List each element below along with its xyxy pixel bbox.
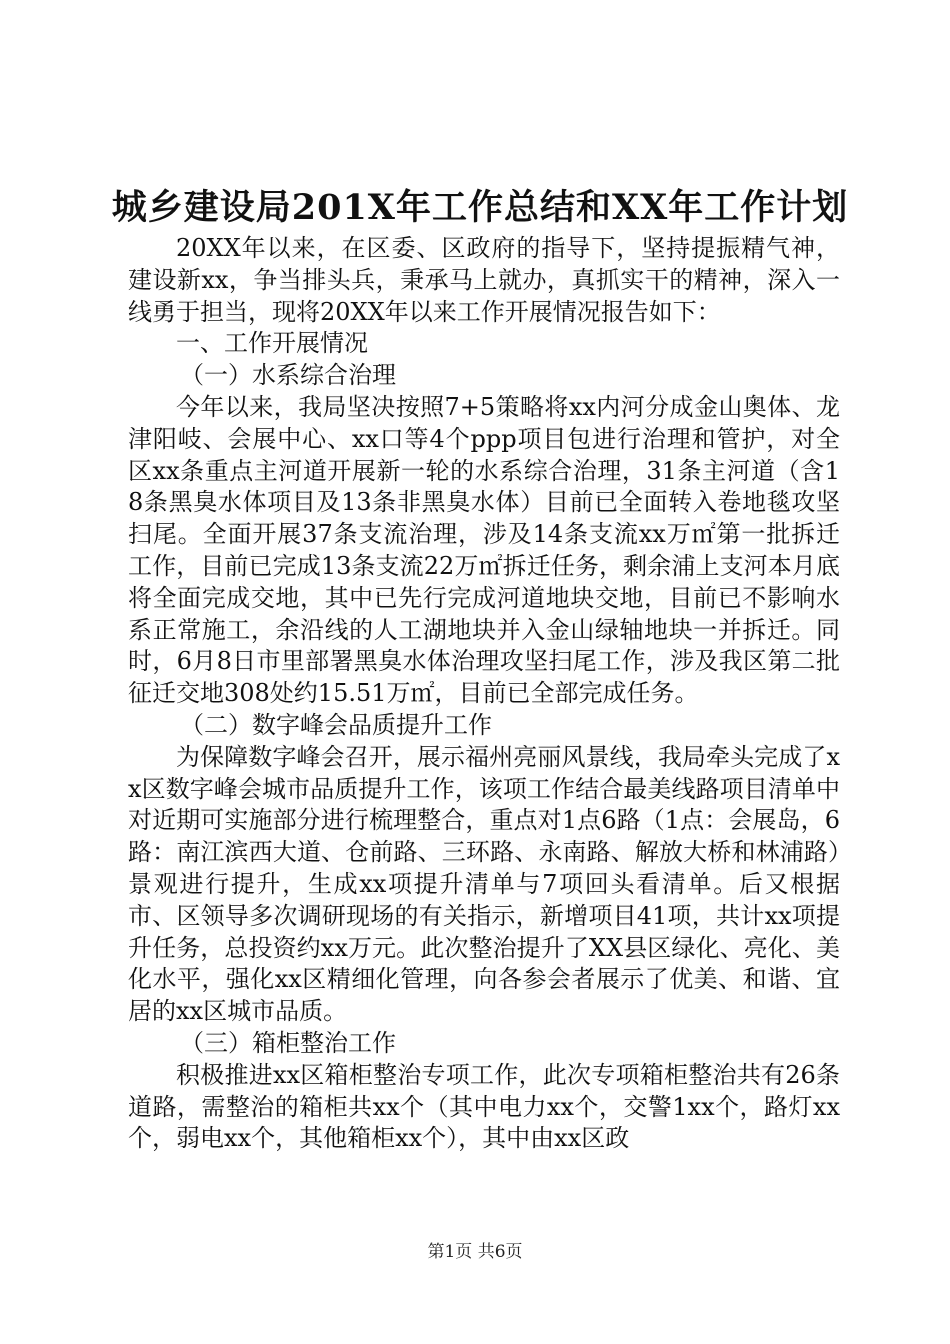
subsection-paragraph-summit: 为保障数字峰会召开，展示福州亮丽风景线，我局牵头完成了xx区数字峰会城市品质提升工作，该项工作结合最美线路项目清单中对近期可实施部分进行梳理整合，重点对1点6路（1点：会展岛，6路：南江滨西大道、仓前路、三环路、永南路、解放大桥和林浦路）景观进行提升，生成xx项提升清单与7项回头看清单。后又根据市、区领导多次调研现场的有关指示，新增项目41项，共计xx项提升任务，总投资约xx万元。此次整治提升了XX县区绿化、亮化、美化水平，强化xx区精细化管理，向各参会者展示了优美、和谐、宜居的xx区城市品质。 xyxy=(128,742,840,1026)
document-title: 城乡建设局201X年工作总结和XX年工作计划 xyxy=(111,187,849,228)
subsection-heading-cabinets: （三）箱柜整治工作 xyxy=(180,1028,396,1057)
subsection-heading-water: （一）水系综合治理 xyxy=(180,361,396,390)
section-heading-work-status: 一、工作开展情况 xyxy=(176,329,368,358)
subsection-paragraph-cabinets: 积极推进xx区箱柜整治专项工作，此次专项箱柜整治共有26条道路，需整治的箱柜共xx个（其中电力xx个，交警1xx个，路灯xx个，弱电xx个，其他箱柜xx个），其中由xx区政 xyxy=(128,1060,840,1153)
document-body xyxy=(128,233,840,1155)
subsection-paragraph-water: 今年以来，我局坚决按照7+5策略将xx内河分成金山奥体、龙津阳岐、会展中心、xx口等4个ppp项目包进行治理和管护，对全区xx条重点主河道开展新一轮的水系综合治理，31条主河道（含18条黑臭水体项目及13条非黑臭水体）目前已全面转入卷地毯攻坚扫尾。全面开展37条支流治理，涉及14条支流xx万㎡第一批拆迁工作，目前已完成13条支流22万㎡拆迁任务，剩余浦上支河本月底将全面完成交地，其中已先行完成河道地块交地，目前已不影响水系正常施工，余沿线的人工湖地块并入金山绿轴地块一并拆迁。同时，6月8日市里部署黑臭水体治理攻坚扫尾工作，涉及我区第二批征迁交地308处约15.51万㎡，目前已全部完成任务。 xyxy=(128,392,840,708)
page-footer: 第1页 共6页 xyxy=(427,1242,523,1262)
intro-paragraph: 20XX年以来，在区委、区政府的指导下，坚持提振精气神，建设新xx，争当排头兵，秉承马上就办，真抓实干的精神，深入一线勇于担当，现将20XX年以来工作开展情况报告如下： xyxy=(128,234,840,326)
subsection-heading-summit: （二）数字峰会品质提升工作 xyxy=(180,710,492,739)
